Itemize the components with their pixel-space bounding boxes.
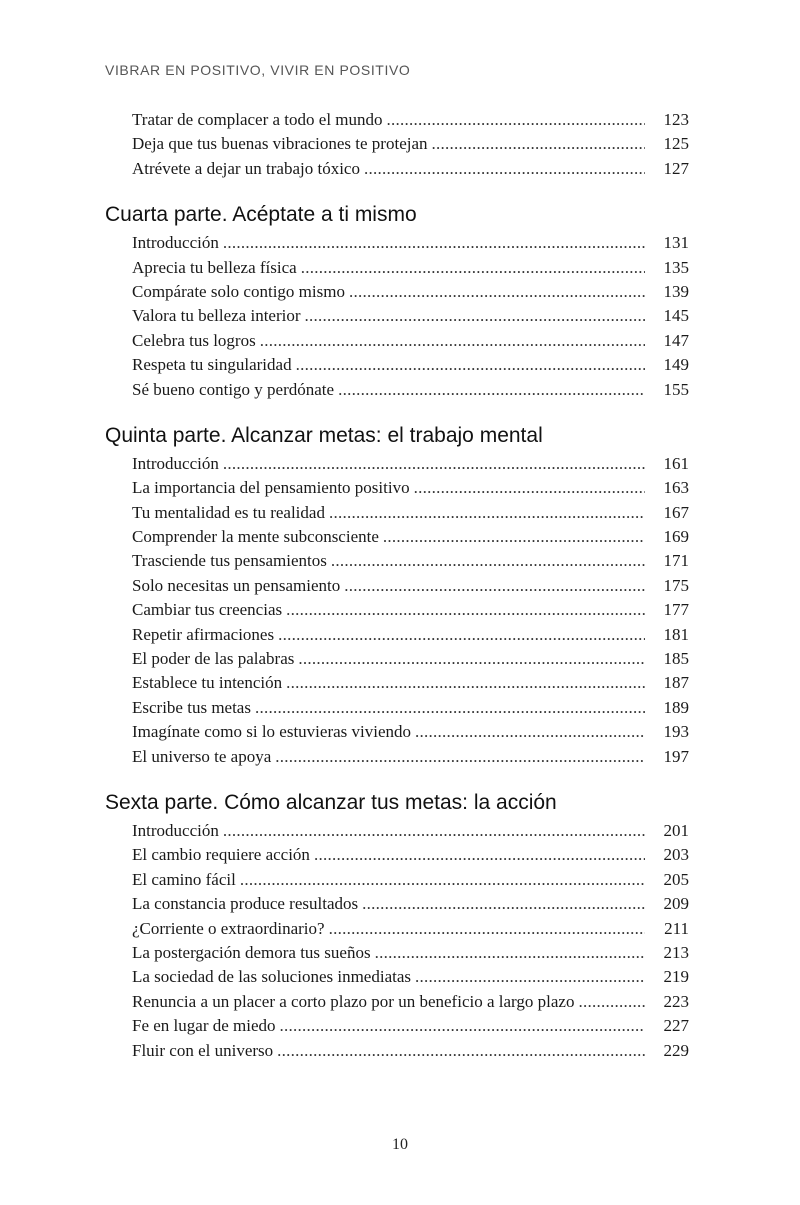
dot-leader	[277, 1039, 645, 1063]
entry-page: 135	[663, 257, 689, 277]
entry-title: Tratar de complacer a todo el mundo	[132, 110, 383, 129]
toc-entry	[132, 525, 689, 549]
entry-title: Respeta tu singularidad	[132, 355, 292, 375]
entry-title: Solo necesitas un pensamiento	[132, 575, 341, 595]
toc-entry	[132, 745, 689, 769]
toc-entry	[132, 868, 689, 892]
entry-title: La constancia produce resultados	[132, 894, 359, 914]
toc-section	[105, 789, 689, 1063]
toc-section	[105, 108, 689, 181]
toc-entry	[132, 696, 689, 720]
dot-leader	[415, 965, 645, 989]
dot-leader	[296, 353, 645, 377]
entry-title: Valora tu belleza interior	[132, 306, 301, 326]
entry-page: 201	[663, 820, 689, 840]
entry-title: Celebra tus logros	[132, 330, 256, 350]
toc-section	[105, 201, 689, 402]
page-number: 10	[392, 1136, 408, 1153]
entry-page: 219	[663, 967, 689, 987]
dot-leader	[278, 623, 645, 647]
toc-entry	[132, 917, 689, 941]
toc-entry	[132, 132, 689, 156]
toc-entry	[132, 819, 689, 843]
toc-entry	[132, 157, 689, 181]
entry-page: 227	[663, 1016, 689, 1036]
toc-entry	[132, 623, 689, 647]
toc-section	[105, 422, 689, 769]
dot-leader	[301, 256, 645, 280]
toc-entry	[132, 256, 689, 280]
entry-title: Aprecia tu belleza física	[132, 257, 297, 277]
dot-leader	[255, 696, 645, 720]
entry-title: La sociedad de las soluciones inmediatas	[132, 967, 411, 987]
entry-page: 177	[663, 600, 689, 620]
toc-entry	[132, 476, 689, 500]
toc-entry	[132, 304, 689, 328]
dot-leader	[305, 304, 645, 328]
toc-entry	[132, 843, 689, 867]
toc-entry	[132, 378, 689, 402]
toc-entry	[132, 353, 689, 377]
table-of-contents	[105, 108, 689, 1083]
dot-leader	[286, 598, 645, 622]
dot-leader	[329, 501, 645, 525]
entry-title: Introducción	[132, 453, 219, 473]
dot-leader	[275, 745, 645, 769]
entry-title: Introducción	[132, 820, 219, 840]
dot-leader	[260, 329, 645, 353]
entry-page: 189	[663, 697, 689, 717]
dot-leader	[387, 108, 645, 132]
dot-leader	[286, 671, 645, 695]
entry-title: Fluir con el universo	[132, 1040, 274, 1060]
toc-entry	[132, 647, 689, 671]
entry-title: El cambio requiere acción	[132, 845, 310, 865]
dot-leader	[314, 843, 645, 867]
entry-page: 167	[663, 502, 689, 522]
entry-page: 193	[663, 722, 689, 742]
toc-entry	[132, 598, 689, 622]
entry-title: Introducción	[132, 233, 219, 253]
entry-page: 131	[663, 233, 689, 253]
entry-page: 187	[663, 673, 689, 693]
dot-leader	[362, 892, 645, 916]
entry-title: Deja que tus buenas vibraciones te protejan	[132, 134, 428, 154]
dot-leader	[383, 525, 645, 549]
dot-leader	[414, 476, 645, 500]
dot-leader	[240, 868, 645, 892]
toc-entry	[132, 1014, 689, 1038]
entry-title: Escribe tus metas	[132, 697, 251, 717]
entry-page: 155	[663, 379, 689, 399]
entry-title: Atrévete a dejar un trabajo tóxico	[132, 158, 360, 178]
entry-title: Comprender la mente subconsciente	[132, 527, 379, 547]
entry-page: 125	[663, 134, 689, 154]
entry-page: 181	[663, 624, 689, 644]
dot-leader	[364, 157, 645, 181]
toc-entry	[132, 990, 689, 1014]
toc-entry	[132, 501, 689, 525]
entry-page: 147	[663, 330, 689, 350]
dot-leader	[329, 917, 645, 941]
entry-title: Cambiar tus creencias	[132, 600, 283, 620]
toc-entry	[132, 941, 689, 965]
toc-entry	[132, 671, 689, 695]
toc-entry	[132, 549, 689, 573]
toc-entry	[132, 892, 689, 916]
toc-entry	[132, 965, 689, 989]
entry-page: 185	[663, 649, 689, 669]
entry-title: Trasciende tus pensamientos	[132, 551, 327, 571]
entry-title: El camino fácil	[132, 869, 236, 889]
dot-leader	[415, 720, 645, 744]
entry-title: Establece tu intención	[132, 673, 283, 693]
dot-leader	[223, 452, 645, 476]
entry-title: Compárate solo contigo mismo	[132, 281, 345, 301]
dot-leader	[375, 941, 645, 965]
entry-page: 203	[663, 845, 689, 865]
toc-entry	[132, 280, 689, 304]
entry-page: 175	[663, 575, 689, 595]
entry-title: Fe en lugar de miedo	[132, 1016, 276, 1036]
section-title: Cuarta parte. Acéptate a ti mismo	[105, 203, 417, 227]
toc-entry	[132, 720, 689, 744]
entry-page: 149	[663, 355, 689, 375]
entry-page: 139	[663, 281, 689, 301]
entry-page: 213	[663, 942, 689, 962]
dot-leader	[578, 990, 645, 1014]
entry-title: El universo te apoya	[132, 746, 272, 766]
toc-entry	[132, 574, 689, 598]
dot-leader	[223, 819, 645, 843]
entry-title: Repetir afirmaciones	[132, 624, 275, 644]
entry-title: La postergación demora tus sueños	[132, 942, 371, 962]
dot-leader	[349, 280, 645, 304]
dot-leader	[338, 378, 645, 402]
entry-page: 229	[663, 1040, 689, 1060]
entry-page: 171	[663, 551, 689, 571]
entry-page: 127	[663, 158, 689, 178]
entry-page: 197	[663, 746, 689, 766]
entry-page: 161	[663, 453, 689, 473]
entry-title: Renuncia a un placer a corto plazo por un beneficio a largo plazo	[132, 991, 575, 1011]
toc-entry	[132, 108, 689, 132]
toc-entry	[132, 1039, 689, 1063]
entry-page: 145	[663, 306, 689, 326]
entry-title: La importancia del pensamiento positivo	[132, 478, 410, 498]
dot-leader	[223, 231, 645, 255]
running-head: VIBRAR EN POSITIVO, VIVIR EN POSITIVO	[105, 62, 411, 78]
toc-entry	[132, 231, 689, 255]
dot-leader	[331, 549, 645, 573]
section-title: Quinta parte. Alcanzar metas: el trabajo mental	[105, 423, 543, 447]
dot-leader	[432, 132, 645, 156]
entry-title: Imagínate como si lo estuvieras viviendo	[132, 722, 412, 742]
section-title: Sexta parte. Cómo alcanzar tus metas: la acción	[105, 790, 557, 814]
entry-page: 211	[664, 918, 689, 938]
entry-page: 123	[663, 110, 689, 129]
entry-title: Tu mentalidad es tu realidad	[132, 502, 325, 522]
entry-page: 223	[663, 991, 689, 1011]
dot-leader	[344, 574, 645, 598]
entry-title: ¿Corriente o extraordinario?	[132, 918, 325, 938]
entry-title: Sé bueno contigo y perdónate	[132, 379, 335, 399]
entry-title: El poder de las palabras	[132, 649, 295, 669]
entry-page: 205	[663, 869, 689, 889]
toc-entry	[132, 329, 689, 353]
toc-entry	[132, 452, 689, 476]
dot-leader	[298, 647, 645, 671]
entry-page: 163	[663, 478, 689, 498]
entry-page: 169	[663, 527, 689, 547]
dot-leader	[280, 1014, 645, 1038]
entry-page: 209	[663, 894, 689, 914]
